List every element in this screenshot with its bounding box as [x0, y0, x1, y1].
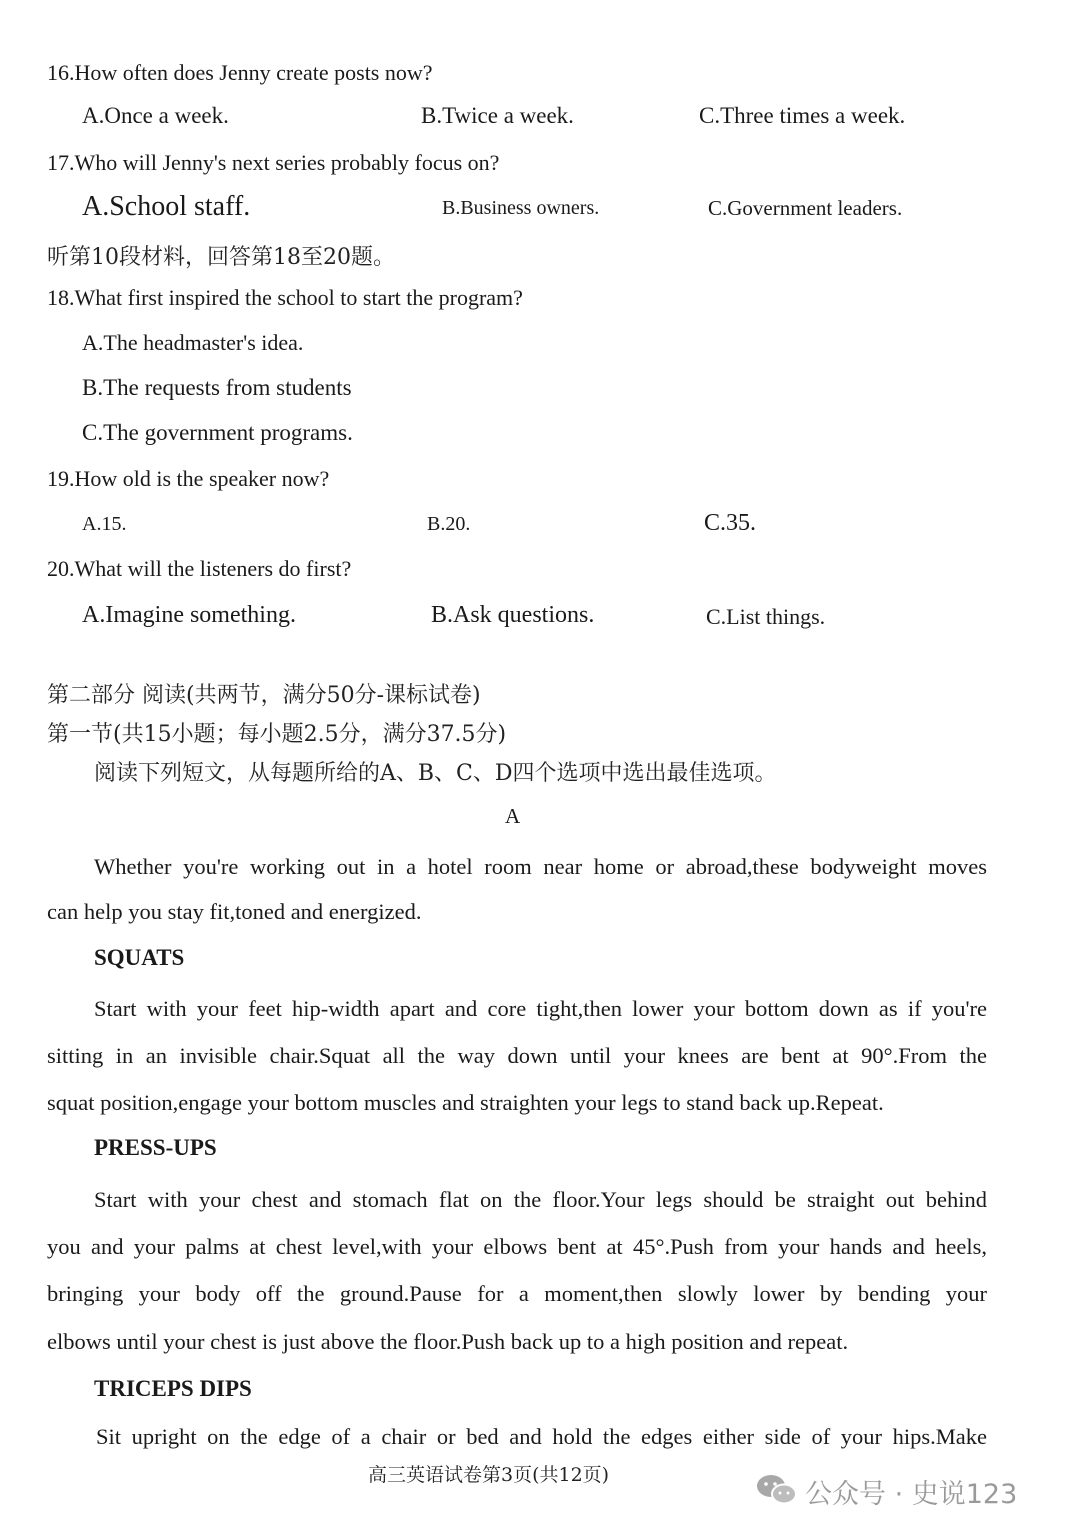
- triceps-line-1: Sit upright on the edge of a chair or bed and hold the edges either side of your hips.Make: [96, 1424, 987, 1449]
- q20-option-a: A.Imagine something.: [82, 602, 296, 628]
- watermark: [755, 1470, 1045, 1510]
- watermark-text: 公众号 · 史说123: [805, 1479, 1018, 1510]
- question-17-stem: 17.Who will Jenny's next series probably focus on?: [47, 150, 500, 175]
- q19-option-b: B.20.: [427, 513, 471, 535]
- reading-instruction: 阅读下列短文，从每题所给的A、B、C、D四个选项中选出最佳选项。: [94, 761, 777, 786]
- pressups-heading: PRESS-UPS: [94, 1135, 217, 1160]
- listening-instruction: 听第10段材料，回答第18至20题。: [47, 245, 395, 270]
- q16-option-c: C.Three times a week.: [699, 103, 906, 128]
- pressups-line-2: you and your palms at chest level,with your elbows bent at 45°.Push from your hands and heels,: [47, 1234, 987, 1259]
- q16-option-b: B.Twice a week.: [421, 103, 574, 128]
- pressups-line-3: bringing your body off the ground.Pause for a moment,then slowly lower by bending your: [47, 1281, 987, 1306]
- q19-option-a: A.15.: [82, 513, 127, 535]
- q20-option-c: C.List things.: [706, 604, 826, 629]
- intro-line-2: can help you stay fit,toned and energized.: [47, 899, 422, 924]
- question-20-stem: 20.What will the listeners do first?: [47, 556, 352, 581]
- squats-line-1: Start with your feet hip-width apart and core tight,then lower your bottom down as if you're: [94, 996, 987, 1021]
- q19-option-c: C.35.: [704, 510, 757, 536]
- q17-option-a: A.School staff.: [82, 191, 251, 222]
- q17-option-c: C.Government leaders.: [708, 196, 903, 220]
- question-16-stem: 16.How often does Jenny create posts now?: [47, 60, 433, 85]
- part-two-heading: 第二部分 阅读(共两节，满分50分-课标试卷): [47, 683, 481, 708]
- page-footer: 高三英语试卷第3页(共12页): [368, 1464, 610, 1486]
- pressups-line-4: elbows until your chest is just above the floor.Push back up to a high position and repeat.: [47, 1329, 849, 1354]
- squats-line-3: squat position,engage your bottom muscles and straighten your legs to stand back up.Repeat.: [47, 1090, 884, 1115]
- squats-line-2: sitting in an invisible chair.Squat all the way down until your knees are bent at 90°.From the: [47, 1043, 987, 1068]
- triceps-heading: TRICEPS DIPS: [94, 1376, 252, 1401]
- passage-label: A: [505, 804, 521, 828]
- wechat-icon: [755, 1472, 799, 1513]
- q20-option-b: B.Ask questions.: [431, 602, 595, 628]
- question-18-stem: 18.What first inspired the school to start the program?: [47, 285, 523, 310]
- q17-option-b: B.Business owners.: [442, 197, 600, 219]
- squats-heading: SQUATS: [94, 945, 185, 970]
- question-19-stem: 19.How old is the speaker now?: [47, 466, 330, 491]
- q18-option-a: A.The headmaster's idea.: [82, 330, 304, 355]
- section-one-heading: 第一节(共15小题；每小题2.5分，满分37.5分): [47, 722, 507, 747]
- pressups-line-1: Start with your chest and stomach flat on the floor.Your legs should be straight out behind: [94, 1187, 987, 1212]
- q18-option-b: B.The requests from students: [82, 375, 352, 400]
- q16-option-a: A.Once a week.: [82, 103, 229, 128]
- intro-line-1: Whether you're working out in a hotel room near home or abroad,these bodyweight moves: [94, 854, 987, 879]
- q18-option-c: C.The government programs.: [82, 420, 353, 445]
